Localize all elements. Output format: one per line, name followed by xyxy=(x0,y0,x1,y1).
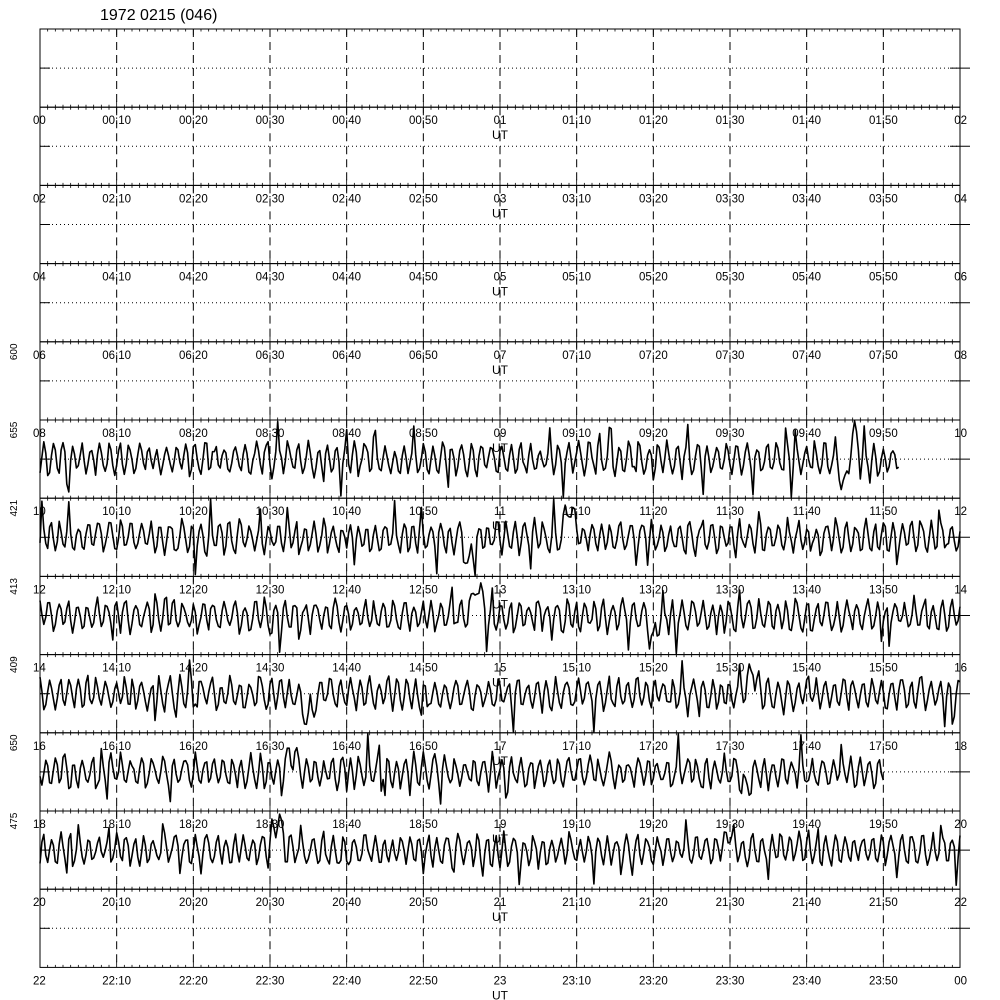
tick-label: 03:10 xyxy=(562,193,592,206)
tick-label: 18:30 xyxy=(255,819,285,831)
tick-label: 15:30 xyxy=(715,662,745,675)
tick-label: 22:50 xyxy=(408,975,438,988)
tick-label: 20:30 xyxy=(255,897,285,910)
tick-label: 22:30 xyxy=(255,975,285,988)
tick-label: 02:50 xyxy=(408,193,438,206)
tick-label: 04 xyxy=(954,193,967,206)
tick-label: 05:10 xyxy=(562,271,592,284)
x-axis-label: UT xyxy=(492,988,508,1000)
tick-label: 07:40 xyxy=(792,349,822,362)
tick-label: 01:50 xyxy=(868,115,898,128)
tick-label: 08:50 xyxy=(408,428,438,440)
tick-label: 23:10 xyxy=(562,975,592,988)
tick-label: 18 xyxy=(33,819,46,831)
tick-label: 00 xyxy=(954,975,967,988)
x-axis-label: UT xyxy=(492,910,508,925)
tick-label: 14:20 xyxy=(178,662,208,675)
tick-label: 16 xyxy=(33,740,46,753)
tick-label: 06 xyxy=(33,349,46,362)
tick-label: 00:10 xyxy=(102,115,132,128)
tick-label: 11:50 xyxy=(869,506,898,519)
tick-label: 01 xyxy=(493,115,507,128)
tick-label: 20 xyxy=(954,819,967,831)
x-axis-label: UT xyxy=(492,441,508,455)
tick-label: 01:30 xyxy=(715,115,745,128)
tick-label: 20:10 xyxy=(102,897,132,910)
tick-label: 01:40 xyxy=(792,115,822,128)
tick-label: 06:30 xyxy=(255,349,285,362)
x-axis-label: UT xyxy=(492,832,508,846)
tick-label: 13:50 xyxy=(868,584,898,597)
tick-label: 18:10 xyxy=(102,819,132,831)
tick-label: 20 xyxy=(33,897,46,910)
tick-label: 11:10 xyxy=(562,506,591,519)
tick-label: 09:20 xyxy=(638,428,668,440)
tick-label: 20:50 xyxy=(408,897,438,910)
tick-label: 13 xyxy=(493,584,507,597)
tick-label: 02 xyxy=(954,115,967,128)
amplitude-label: 475 xyxy=(9,812,20,830)
tick-label: 01:10 xyxy=(562,115,592,128)
tick-label: 14:10 xyxy=(102,662,132,675)
tick-label: 08:10 xyxy=(102,428,132,440)
tick-label: 03:20 xyxy=(638,193,668,206)
tick-label: 17:20 xyxy=(638,740,668,753)
tick-label: 17:40 xyxy=(792,740,822,753)
tick-label: 14 xyxy=(33,662,46,675)
tick-label: 20:40 xyxy=(332,897,362,910)
tick-label: 09 xyxy=(493,428,507,440)
amplitude-label: 413 xyxy=(9,578,20,595)
tick-label: 19 xyxy=(493,819,507,831)
tick-label: 02:10 xyxy=(102,193,132,206)
tick-label: 05:30 xyxy=(715,271,745,284)
tick-label: 10 xyxy=(954,428,967,440)
tick-label: 01:20 xyxy=(638,115,668,128)
tick-label: 12:10 xyxy=(102,584,132,597)
tick-label: 09:10 xyxy=(562,428,592,440)
tick-label: 16:30 xyxy=(255,740,285,753)
tick-label: 06:10 xyxy=(102,349,132,362)
tick-label: 11:20 xyxy=(639,506,668,519)
x-axis-label: UT xyxy=(492,753,508,768)
tick-label: 07:20 xyxy=(638,349,668,362)
tick-label: 17 xyxy=(493,740,507,753)
tick-label: 02:30 xyxy=(255,193,285,206)
tick-label: 10:30 xyxy=(255,506,285,519)
tick-label: 21 xyxy=(493,897,507,910)
tick-label: 22 xyxy=(954,897,967,910)
tick-label: 12 xyxy=(954,506,967,519)
tick-label: 11:30 xyxy=(716,506,744,519)
amplitude-label: 655 xyxy=(9,421,20,439)
tick-label: 05:20 xyxy=(638,271,668,284)
tick-label: 08:40 xyxy=(332,428,362,440)
tick-label: 02:20 xyxy=(178,193,208,206)
tick-label: 10:40 xyxy=(332,506,362,519)
x-axis-label: UT xyxy=(492,128,508,143)
tick-label: 10:10 xyxy=(102,506,132,519)
tick-label: 15 xyxy=(493,662,507,675)
tick-label: 21:30 xyxy=(715,897,745,910)
tick-label: 12:20 xyxy=(178,584,208,597)
tick-label: 15:20 xyxy=(638,662,668,675)
tick-label: 08:30 xyxy=(255,428,285,440)
tick-label: 05 xyxy=(493,271,507,284)
x-axis-label: UT xyxy=(492,206,508,221)
tick-label: 04:10 xyxy=(102,271,132,284)
tick-label: 08 xyxy=(954,349,967,362)
tick-label: 03 xyxy=(493,193,507,206)
tick-label: 22:40 xyxy=(332,975,362,988)
tick-label: 13:10 xyxy=(562,584,592,597)
x-axis-label: UT xyxy=(492,284,508,299)
tick-label: 10 xyxy=(33,506,46,519)
tick-label: 23:40 xyxy=(792,975,822,988)
tick-label: 05:50 xyxy=(868,271,898,284)
tick-label: 12 xyxy=(33,584,46,597)
tick-label: 19:40 xyxy=(792,819,822,831)
tick-label: 13:40 xyxy=(792,584,822,597)
tick-label: 04 xyxy=(33,271,46,284)
waveform-series xyxy=(40,734,883,804)
tick-label: 17:10 xyxy=(562,740,592,753)
tick-label: 03:50 xyxy=(868,193,898,206)
x-axis-label: UT xyxy=(492,519,508,534)
tick-label: 08:20 xyxy=(178,428,208,440)
tick-label: 00:30 xyxy=(255,115,285,128)
tick-label: 12:30 xyxy=(255,584,285,597)
tick-label: 12:40 xyxy=(332,584,362,597)
tick-label: 03:30 xyxy=(715,193,745,206)
chart-title: 1972 0215 (046) xyxy=(100,7,218,24)
tick-label: 00:40 xyxy=(332,115,362,128)
tick-label: 07:50 xyxy=(868,349,898,362)
tick-label: 03:40 xyxy=(792,193,822,206)
tick-label: 07:10 xyxy=(562,349,592,362)
tick-label: 17:30 xyxy=(715,740,745,753)
tick-label: 14:50 xyxy=(408,662,438,675)
tick-label: 09:40 xyxy=(792,428,822,440)
tick-label: 19:20 xyxy=(638,819,668,831)
waveform-series xyxy=(40,421,899,497)
tick-label: 02:40 xyxy=(332,193,362,206)
tick-label: 02 xyxy=(33,193,46,206)
amplitude-label: 650 xyxy=(9,734,20,752)
tick-label: 22:20 xyxy=(178,975,208,988)
tick-label: 08 xyxy=(33,428,46,440)
x-axis-label: UT xyxy=(492,597,508,612)
tick-label: 15:10 xyxy=(562,662,592,675)
tick-label: 18 xyxy=(954,740,967,753)
tick-label: 04:50 xyxy=(408,271,438,284)
tick-label: 13:30 xyxy=(715,584,745,597)
tick-label: 21:20 xyxy=(638,897,668,910)
tick-label: 11 xyxy=(494,506,506,519)
tick-label: 15:40 xyxy=(792,662,822,675)
x-axis-label: UT xyxy=(492,675,508,690)
tick-label: 04:20 xyxy=(178,271,208,284)
tick-label: 17:50 xyxy=(868,740,898,753)
tick-label: 23:30 xyxy=(715,975,745,988)
tick-label: 10:50 xyxy=(408,506,438,519)
tick-label: 19:10 xyxy=(562,819,592,831)
tick-label: 06:50 xyxy=(408,349,438,362)
tick-label: 16:50 xyxy=(408,740,438,753)
amplitude-label: 409 xyxy=(9,656,20,673)
tick-label: 18:20 xyxy=(178,819,208,831)
tick-label: 19:30 xyxy=(715,819,745,831)
tick-label: 07:30 xyxy=(715,349,745,362)
tick-label: 20:20 xyxy=(178,897,208,910)
amplitude-label: 421 xyxy=(9,499,20,517)
tick-label: 05:40 xyxy=(792,271,822,284)
tick-label: 14:30 xyxy=(255,662,285,675)
tick-label: 10:20 xyxy=(178,506,208,519)
tick-label: 23 xyxy=(493,975,507,988)
panels xyxy=(9,29,970,1000)
tick-label: 13:20 xyxy=(638,584,668,597)
tick-label: 16:20 xyxy=(178,740,208,753)
tick-label: 00:20 xyxy=(178,115,208,128)
tick-label: 11:40 xyxy=(792,506,821,519)
tick-label: 07 xyxy=(493,349,507,362)
tick-label: 16 xyxy=(954,662,967,675)
tick-label: 06:40 xyxy=(332,349,362,362)
tick-label: 16:10 xyxy=(102,740,132,753)
tick-label: 09:50 xyxy=(868,428,898,440)
tick-label: 18:40 xyxy=(332,819,362,831)
tick-label: 18:50 xyxy=(408,819,438,831)
tick-label: 23:20 xyxy=(638,975,668,988)
tick-label: 04:30 xyxy=(255,271,285,284)
tick-label: 22:10 xyxy=(102,975,132,988)
tick-label: 00:50 xyxy=(408,115,438,128)
tick-label: 19:50 xyxy=(868,819,898,831)
tick-label: 14:40 xyxy=(332,662,362,675)
x-axis-label: UT xyxy=(492,362,508,377)
tick-label: 06:20 xyxy=(178,349,208,362)
tick-label: 00 xyxy=(33,115,46,128)
tick-label: 06 xyxy=(954,271,967,284)
tick-label: 21:50 xyxy=(868,897,898,910)
tick-label: 23:50 xyxy=(868,975,898,988)
tick-label: 22 xyxy=(33,975,46,988)
tick-label: 04:40 xyxy=(332,271,362,284)
tick-label: 21:40 xyxy=(792,897,822,910)
amplitude-label: 600 xyxy=(9,343,20,361)
tick-label: 09:30 xyxy=(715,428,745,440)
tick-label: 14 xyxy=(954,584,967,597)
tick-label: 16:40 xyxy=(332,740,362,753)
tick-label: 12:50 xyxy=(408,584,438,597)
tick-label: 21:10 xyxy=(562,897,592,910)
tick-label: 15:50 xyxy=(868,662,898,675)
